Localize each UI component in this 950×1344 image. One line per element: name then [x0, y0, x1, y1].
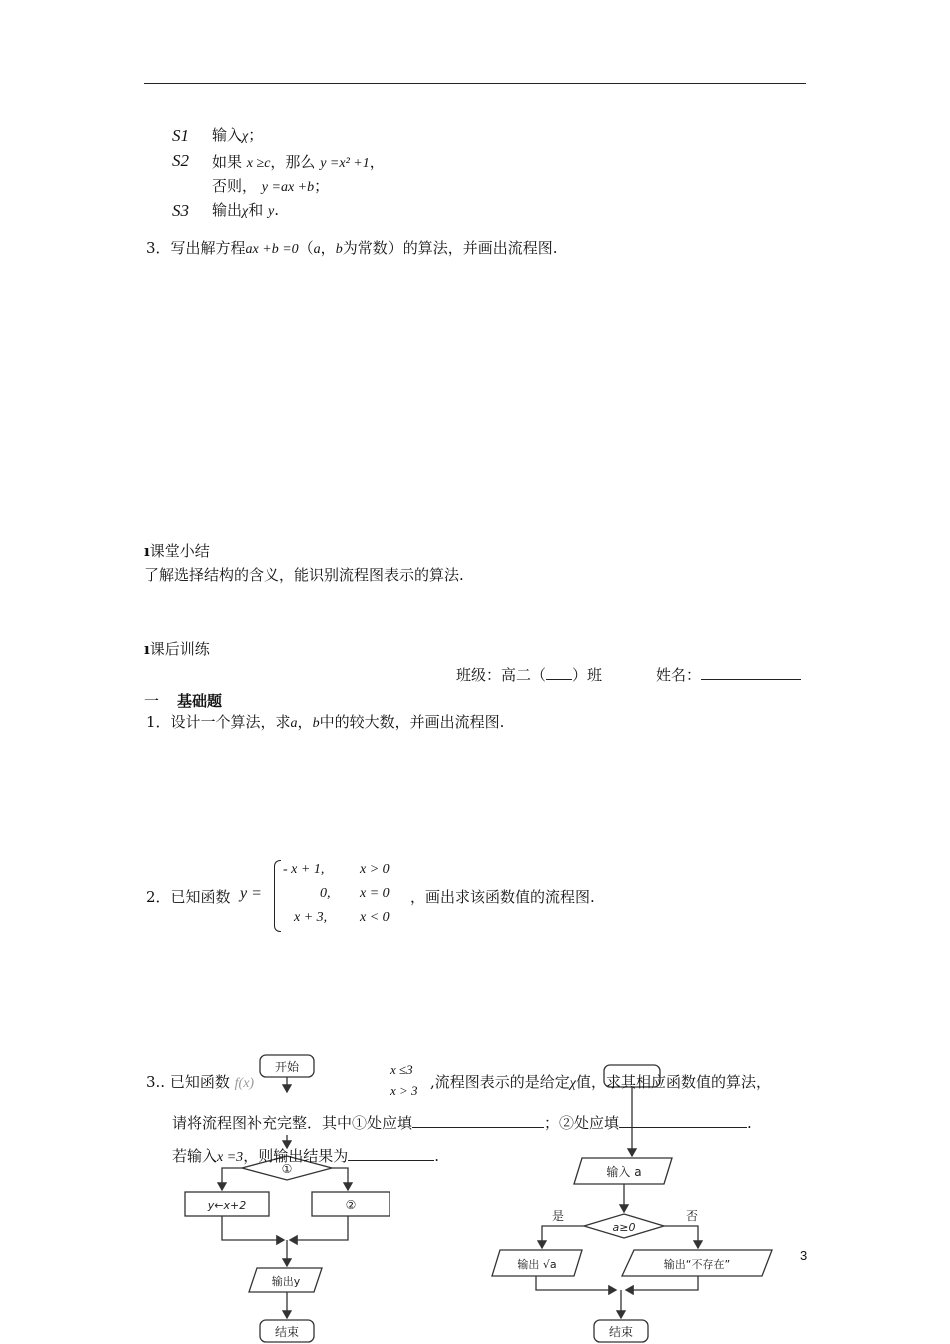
flow-right-input: 输入 a: [606, 1165, 642, 1179]
flowchart-right: [486, 1062, 786, 1344]
p3-cond2: x > 3: [390, 1083, 418, 1098]
step-s2-else: 否则， y =ax +b；: [212, 177, 330, 195]
flow-right-no: 否: [685, 1209, 699, 1223]
flowchart-left: [180, 1050, 390, 1344]
flow-left-start: 开始: [274, 1060, 300, 1074]
flow-left-decision: ①: [281, 1162, 293, 1176]
case-2-cond: x = 0: [360, 886, 390, 901]
name-field: 姓名：: [656, 664, 801, 685]
flow-left-end: 结束: [274, 1325, 300, 1339]
problem-3-line3: 若输入x =3，则输出结果为 .: [172, 1147, 439, 1165]
case-1-cond: x > 0: [360, 862, 390, 877]
flow-right-out-right: 输出“不存在”: [663, 1258, 731, 1271]
problem-3-line2: 请将流程图补充完整．其中①处应填 ；②处应填 .: [172, 1114, 752, 1132]
page-number: 3: [800, 1248, 808, 1263]
problem-2-y: y =: [240, 885, 262, 902]
problem-1: 1．设计一个算法，求a，b中的较大数，并画出流程图.: [146, 713, 505, 731]
flow-right-decision: a≥0: [612, 1221, 636, 1234]
step-s3-label: S3: [172, 201, 189, 220]
step-s2-text: 如果 x ≥c，那么 y =x² +1，: [212, 153, 385, 171]
class-field: 班级：高二（ ）班: [456, 666, 603, 684]
flow-right-out-left: 输出 √a: [517, 1258, 557, 1271]
flow-right-end: 结束: [608, 1325, 634, 1339]
header-rule: [144, 83, 806, 84]
section-1-heading: 一 基础题: [144, 692, 223, 710]
flow-left-box-right: ②: [345, 1198, 357, 1212]
piecewise-brace: [274, 860, 281, 932]
case-3-expr: x + 3,: [294, 910, 328, 925]
flow-right-yes: 是: [551, 1209, 565, 1223]
problem-2-rest: ，画出求该函数值的流程图.: [410, 888, 595, 906]
step-s3-text: 输出χ和 y.: [212, 201, 279, 219]
flow-left-box-left: y←x+2: [207, 1199, 247, 1212]
case-3-cond: x < 0: [360, 910, 390, 925]
step-s1-text: 输入χ；: [212, 126, 264, 144]
summary-text: 了解选择结构的含义，能识别流程图表示的算法.: [144, 566, 464, 584]
flow-left-output: 输出y: [271, 1275, 301, 1288]
problem-2-intro: 2．已知函数: [146, 888, 231, 906]
summary-title: ı课堂小结: [144, 542, 210, 560]
question-3: 3．写出解方程ax +b =0（a，b为常数）的算法，并画出流程图.: [146, 239, 558, 257]
p3-cond1: x ≤3: [390, 1062, 413, 1077]
case-2-expr: 0,: [320, 886, 331, 901]
step-s1-label: S1: [172, 126, 189, 145]
training-title: ı课后训练: [144, 640, 210, 658]
problem-3-line1: 3.. 已知函数 f(x): [146, 1073, 255, 1091]
case-1-expr: - x + 1,: [283, 862, 325, 877]
step-s2-label: S2: [172, 151, 189, 170]
problem-3-line1-rest: ,流程图表示的是给定χ值，求其相应函数值的算法，: [430, 1073, 771, 1091]
